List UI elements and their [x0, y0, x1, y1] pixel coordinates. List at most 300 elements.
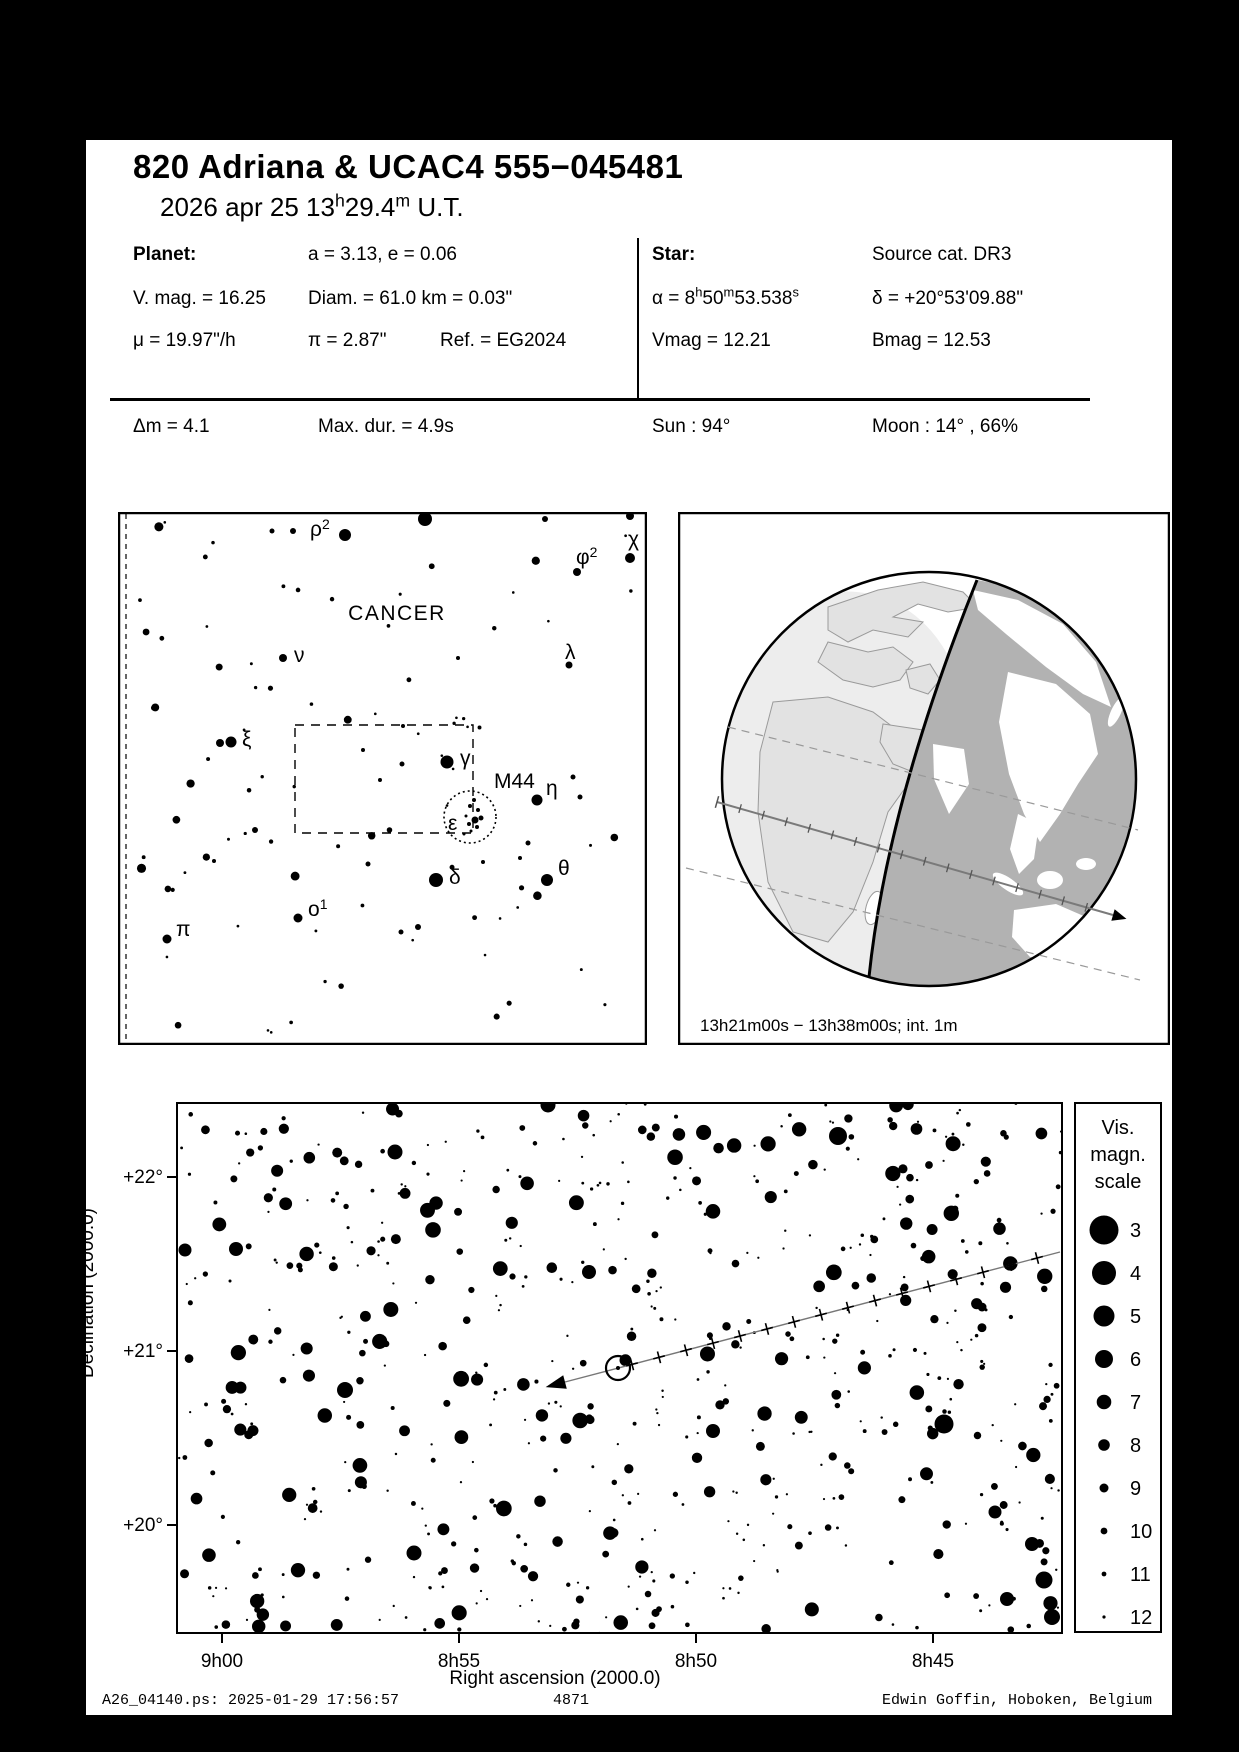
star-dot	[454, 1208, 462, 1216]
finder-star-label: ξ	[242, 728, 252, 751]
star-dot	[405, 1616, 408, 1619]
star-dot	[735, 1492, 737, 1494]
star-dot	[658, 1424, 660, 1426]
star-dot	[571, 775, 576, 780]
star-dot	[627, 1181, 630, 1184]
star-dot	[722, 1587, 724, 1589]
star-dot	[893, 1348, 896, 1351]
legend-mag-label: 12	[1130, 1607, 1153, 1629]
star-dot	[685, 1623, 690, 1628]
star-dot	[952, 1133, 955, 1136]
star-dot	[1000, 1592, 1014, 1606]
star-dot	[815, 1307, 817, 1309]
star-dot	[332, 1256, 336, 1260]
star-dot	[831, 1390, 841, 1400]
star-dot	[573, 568, 581, 576]
star-dot	[942, 1160, 944, 1162]
star-dot	[571, 1281, 573, 1283]
star-dot	[763, 1544, 765, 1546]
star-dot	[411, 1501, 416, 1506]
star-dot	[268, 686, 273, 691]
star-dot	[213, 1201, 217, 1205]
star-dot	[787, 1524, 792, 1529]
star-dot	[138, 598, 142, 602]
star-dot	[845, 1544, 847, 1546]
star-dot	[861, 1234, 865, 1238]
star-dot	[371, 1189, 375, 1193]
star-dot	[471, 1374, 483, 1386]
star-dot	[926, 1373, 929, 1376]
page-title: 820 Adriana & UCAC4 555−045481	[133, 148, 684, 185]
star-dot	[282, 1573, 285, 1576]
star-dot	[346, 1415, 351, 1420]
star-dot	[613, 1519, 616, 1522]
star-dot	[757, 1257, 759, 1259]
star-dot	[528, 1571, 538, 1581]
finder-star-label: θ	[558, 857, 570, 880]
star-dot	[870, 1236, 878, 1244]
star-dot	[916, 1179, 918, 1181]
star-dot	[876, 1320, 878, 1322]
star-dot	[622, 1494, 624, 1496]
star-dot	[472, 1461, 474, 1463]
star-dot	[532, 557, 540, 565]
star-dot	[930, 1481, 933, 1484]
star-dot	[250, 662, 253, 665]
star-dot	[423, 1628, 426, 1631]
star-dot	[948, 1410, 951, 1413]
star-dot	[411, 939, 414, 942]
star-dot	[208, 1586, 212, 1590]
star-dot	[805, 1602, 819, 1616]
star-dot	[528, 1442, 530, 1444]
star-dot	[388, 1145, 403, 1160]
star-dot	[391, 1234, 401, 1244]
sun-altitude: Sun : 94°	[652, 416, 731, 437]
star-dot	[455, 716, 458, 719]
star-dot	[365, 1557, 371, 1563]
star-dot	[353, 1458, 368, 1473]
star-dot	[478, 726, 482, 730]
star-dot	[590, 1187, 593, 1190]
star-dot	[925, 1405, 932, 1412]
star-dot	[499, 917, 502, 920]
star-dot	[736, 1533, 738, 1535]
star-dot	[566, 1583, 570, 1587]
footer-page-number: 4871	[552, 1692, 589, 1709]
star-dot	[636, 1608, 639, 1611]
star-dot	[813, 1281, 825, 1293]
star-dot	[747, 1524, 749, 1526]
x-tick-label: 8h50	[674, 1651, 718, 1672]
star-dot	[1050, 1209, 1055, 1214]
star-dot	[246, 1243, 252, 1249]
star-dot	[437, 1523, 449, 1535]
star-dot	[869, 1254, 871, 1256]
star-dot	[137, 864, 146, 873]
star-dot	[655, 1408, 657, 1410]
star-dot	[795, 1411, 808, 1424]
finder-star-label: χ	[628, 528, 640, 551]
star-dot	[833, 1497, 836, 1500]
star-dot	[724, 1384, 726, 1386]
star-dot	[379, 1619, 381, 1621]
star-dot	[832, 1122, 834, 1124]
star-dot	[673, 1176, 676, 1179]
star-dot	[610, 1120, 612, 1122]
star-dot	[653, 1307, 656, 1310]
star-dot	[268, 1340, 272, 1344]
star-dot	[463, 1316, 471, 1324]
star-dot	[245, 1403, 247, 1405]
star-dot	[587, 1403, 593, 1409]
star-dot	[593, 1222, 597, 1226]
star-dot	[697, 1415, 701, 1419]
star-dot	[443, 1400, 450, 1407]
star-dot	[944, 1206, 959, 1221]
star-dot	[186, 779, 194, 787]
star-dot	[1041, 1517, 1044, 1520]
star-dot	[624, 1464, 633, 1473]
star-dot	[1040, 1213, 1042, 1215]
star-dot	[163, 935, 172, 944]
star-dot	[425, 1275, 434, 1284]
star-dot	[287, 1262, 294, 1269]
star-dot	[945, 1136, 947, 1138]
star-dot	[519, 885, 524, 890]
star-dot	[453, 1371, 469, 1387]
legend-mag-label: 11	[1130, 1564, 1151, 1586]
star-dot	[685, 1435, 688, 1438]
star-dot	[493, 1398, 495, 1400]
star-dot	[377, 1254, 379, 1256]
star-dot	[303, 1370, 315, 1382]
star-dot	[191, 1493, 203, 1505]
star-dot	[628, 1586, 630, 1588]
star-dot	[474, 1548, 479, 1553]
star-dot	[706, 1424, 720, 1438]
star-dot	[516, 906, 519, 909]
x-tick-label: 8h55	[437, 1651, 481, 1672]
star-dot	[223, 1405, 231, 1413]
star-dot	[753, 1145, 755, 1147]
star-dot	[519, 1605, 521, 1607]
star-dot	[188, 1173, 191, 1176]
star-dot	[304, 1518, 306, 1520]
star-dot	[387, 827, 393, 833]
star-dot	[272, 1188, 276, 1192]
planet-diam: Diam. = 61.0 km = 0.03"	[308, 288, 513, 309]
star-dot	[988, 1604, 990, 1606]
star-dot	[343, 1401, 345, 1403]
star-dot	[639, 1576, 641, 1578]
star-dot	[1000, 1440, 1002, 1442]
star-dot	[252, 1620, 265, 1633]
legend-mag-dot	[1102, 1572, 1107, 1577]
delta-m: Δm = 4.1	[133, 416, 210, 437]
star-dot	[536, 1409, 548, 1421]
star-dot	[656, 1412, 658, 1414]
star-dot	[920, 1467, 933, 1480]
star-dot	[906, 1174, 914, 1182]
star-dot	[572, 1413, 588, 1429]
star-dot	[857, 1158, 859, 1160]
star-dot	[212, 1218, 226, 1232]
star-dot	[470, 830, 473, 833]
star-dot	[258, 1567, 262, 1571]
star-dot	[418, 512, 432, 526]
star-dot	[953, 1379, 963, 1389]
star-dot	[257, 1608, 269, 1620]
star-dot	[509, 1273, 515, 1279]
star-dot	[335, 1191, 339, 1195]
star-dot	[624, 534, 627, 537]
star-dot	[888, 1354, 892, 1358]
star-dot	[282, 1596, 285, 1599]
star-dot	[628, 1501, 632, 1505]
star-dot	[212, 859, 216, 863]
star-dot	[165, 886, 172, 893]
star-dot	[507, 1001, 512, 1006]
star-dot	[252, 827, 258, 833]
star-dot	[455, 1430, 469, 1444]
star-dot	[706, 1370, 709, 1373]
star-dot	[637, 1493, 639, 1495]
star-dot	[1043, 1396, 1050, 1403]
star-vmag: Vmag = 12.21	[652, 330, 771, 351]
star-dot	[400, 762, 405, 767]
star-dot	[481, 1136, 485, 1140]
star-dot	[465, 815, 468, 818]
star-dot	[913, 1348, 917, 1352]
star-dot	[1041, 1558, 1048, 1565]
star-dot	[534, 1495, 545, 1506]
star-dot	[942, 1409, 946, 1413]
star-dot	[621, 1202, 624, 1205]
finder-star-label: ε	[448, 812, 458, 835]
star-dot	[194, 1277, 196, 1279]
star-dot	[624, 1258, 626, 1260]
star-dot	[981, 1157, 991, 1167]
star-dot	[965, 1250, 969, 1254]
star-dot	[946, 1136, 961, 1151]
star-dot	[386, 1103, 399, 1116]
star-dot	[320, 1510, 322, 1512]
star-dot	[1057, 1607, 1059, 1609]
star-dot	[495, 1295, 497, 1297]
star-dot	[166, 956, 169, 959]
star-dot	[472, 1515, 477, 1520]
star-dot	[924, 1352, 927, 1355]
star-dot	[1005, 1528, 1008, 1531]
star-dot	[291, 872, 300, 881]
star-dot	[429, 1196, 442, 1209]
star-dot	[178, 1457, 180, 1459]
star-dot	[524, 1543, 528, 1547]
footer-filename: A26_04140.ps: 2025-01-29 17:56:57	[102, 1692, 400, 1709]
star-dot	[429, 1586, 432, 1589]
star-dot	[1044, 1609, 1060, 1625]
star-dot	[820, 1464, 822, 1466]
star-dot	[997, 1218, 1002, 1223]
magnitude-legend	[1074, 1102, 1162, 1633]
star-dot	[910, 1385, 925, 1400]
star-dot	[775, 1352, 788, 1365]
star-dot	[706, 1204, 721, 1219]
legend-mag-dot	[1102, 1615, 1105, 1618]
star-dot	[765, 1191, 777, 1203]
star-dot	[647, 1269, 656, 1278]
star-dot	[531, 1599, 533, 1601]
star-dot	[532, 795, 543, 806]
star-dot	[475, 825, 479, 829]
star-heading: Star:	[652, 244, 696, 265]
star-dot	[911, 1243, 917, 1249]
star-dot	[244, 832, 247, 835]
star-dot	[824, 1168, 826, 1170]
star-dot	[746, 1319, 751, 1324]
star-dot	[896, 1186, 898, 1188]
star-dot	[577, 1582, 579, 1584]
star-dot	[468, 804, 472, 808]
star-dot	[961, 1239, 965, 1243]
finder-star-label: M44	[494, 770, 535, 793]
star-dot	[460, 1615, 463, 1618]
star-dot	[824, 1104, 827, 1107]
star-dot	[293, 1571, 295, 1573]
star-dot	[780, 1125, 782, 1127]
star-dot	[776, 1569, 778, 1571]
star-dot	[154, 522, 163, 531]
star-dot	[659, 1317, 663, 1321]
star-field-chart	[117, 1102, 1148, 1687]
star-dot	[977, 1323, 986, 1332]
star-dot	[292, 1354, 294, 1356]
star-dot	[506, 1217, 518, 1229]
star-dot	[452, 768, 455, 771]
y-tick-label: +20°	[123, 1515, 163, 1536]
star-dot	[361, 904, 365, 908]
star-dot	[704, 1486, 715, 1497]
star-dot	[476, 1602, 478, 1604]
moon-info: Moon : 14° , 66%	[872, 416, 1018, 437]
star-dot	[727, 1520, 729, 1522]
star-dot	[479, 816, 484, 821]
star-dot	[661, 1389, 663, 1391]
star-dot	[980, 1493, 983, 1496]
star-dot	[784, 1230, 786, 1232]
star-dot	[731, 1340, 739, 1348]
star-dot	[493, 1504, 497, 1508]
star-dot	[267, 1211, 269, 1213]
star-dot	[673, 1492, 678, 1497]
star-dot	[589, 844, 592, 847]
star-dot	[794, 1171, 799, 1176]
star-dot	[456, 1248, 463, 1255]
star-dot	[489, 1498, 494, 1503]
star-dot	[689, 1167, 691, 1169]
star-dot	[372, 1334, 387, 1349]
star-dot	[290, 528, 296, 534]
star-dot	[729, 1587, 732, 1590]
star-dot	[1041, 1286, 1048, 1293]
star-dot	[553, 1468, 557, 1472]
finder-star-label: $o^1$	[308, 896, 328, 921]
info-table-divider	[637, 238, 639, 398]
constellation-name: CANCER	[348, 602, 446, 625]
star-dot	[279, 1197, 292, 1210]
star-dot	[476, 1129, 479, 1132]
star-dot	[274, 1259, 277, 1262]
legend-mag-label: 10	[1130, 1521, 1153, 1543]
star-dot	[889, 1560, 894, 1565]
star-dot	[560, 1433, 571, 1444]
x-tick-label: 8h45	[911, 1651, 955, 1672]
star-dot	[383, 1302, 398, 1317]
globe-time-range: 13h21m00s − 13h38m00s; int. 1m	[700, 1016, 958, 1035]
star-dot	[892, 1623, 895, 1626]
star-dot	[732, 1260, 740, 1268]
star-dot	[832, 1338, 837, 1343]
star-dot	[384, 1364, 386, 1366]
star-dot	[216, 739, 224, 747]
star-dot	[399, 593, 402, 596]
star-dot	[215, 1587, 217, 1589]
star-dot	[836, 1526, 839, 1529]
star-dot	[757, 1447, 759, 1449]
planet-orbit: a = 3.13, e = 0.06	[308, 244, 457, 265]
star-dot	[301, 1342, 313, 1354]
star-dot	[347, 1226, 350, 1229]
star-dot	[899, 1203, 901, 1205]
star-dot	[569, 1195, 584, 1210]
star-dot	[481, 860, 485, 864]
star-dot	[476, 808, 480, 812]
star-dot	[494, 1391, 498, 1395]
star-dot	[361, 748, 365, 752]
finder-star-label: γ	[460, 747, 471, 770]
star-dot	[517, 1378, 530, 1391]
star-dot	[463, 1170, 465, 1172]
star-dot	[511, 1559, 514, 1562]
star-dot	[746, 1252, 748, 1254]
star-dot	[314, 1242, 319, 1247]
star-dot	[250, 1422, 253, 1425]
star-dot	[993, 1222, 1006, 1235]
star-dot	[1000, 1521, 1003, 1524]
star-dot	[460, 1481, 462, 1483]
star-dot	[984, 1170, 991, 1177]
star-dot	[917, 1121, 919, 1123]
star-dot	[279, 1124, 289, 1134]
star-dot	[298, 1267, 303, 1272]
star-dot	[518, 856, 522, 860]
star-dot	[203, 555, 208, 560]
star-dot	[1050, 1487, 1052, 1489]
star-dot	[306, 1504, 308, 1506]
star-dot	[413, 1576, 415, 1578]
star-dot	[722, 1597, 725, 1600]
legend-mag-label: 5	[1130, 1306, 1142, 1328]
star-dot	[900, 1217, 912, 1229]
star-dot	[860, 1350, 865, 1355]
star-dot	[221, 1515, 225, 1519]
star-dot	[581, 1182, 584, 1185]
star-dot	[204, 1402, 208, 1406]
star-dot	[786, 1493, 788, 1495]
star-dot	[456, 656, 460, 660]
star-dot	[425, 1524, 427, 1526]
